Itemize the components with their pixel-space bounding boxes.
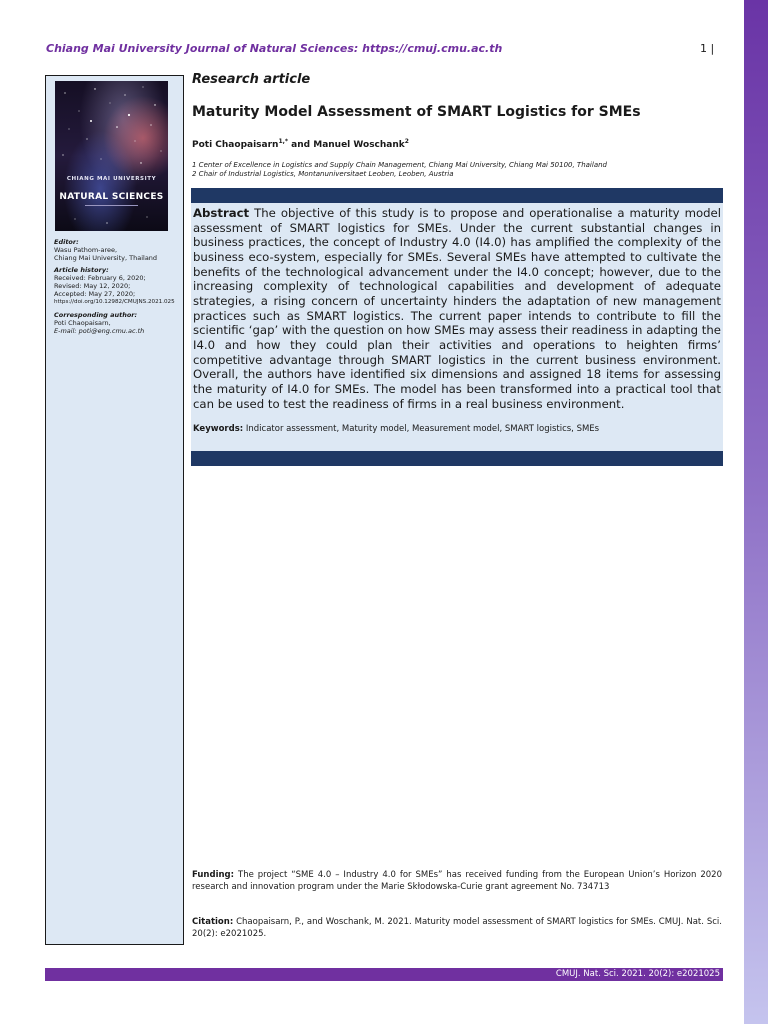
cover-university-name: CHIANG MAI UNIVERSITY [66,176,157,182]
article-history-block [54,266,182,306]
author-2-superscript: 2 [404,138,409,145]
page-number: 1 | [700,42,715,55]
abstract-paragraph [193,206,721,411]
citation-text: Chaopaisarn, P., and Woschank, M. 2021. Maturity model assessment of SMART logistics for SMEs. CMUJ. Nat. Sci. 20(2): e2021025. [192,917,722,940]
keywords-text: Indicator assessment, Maturity model, Measurement model, SMART logistics, SMEs [243,424,600,435]
keywords-line [193,424,721,435]
corresponding-author-label: Corresponding author: [54,311,138,319]
footer-bar [45,968,723,981]
cover-journal-name: NATURAL SCIENCES [59,192,164,202]
author-conjunction: and Manuel Woschank [288,140,405,150]
abstract-label: Abstract [193,206,250,220]
doi-link[interactable]: https://doi.org/10.12982/CMUJNS.2021.025 [54,299,175,305]
abstract-bottom-bar [191,451,723,466]
left-sidebar-panel [45,75,184,945]
abstract-body: The objective of this study is to propose and operationalise a maturity model assessment of SMART logistics for SMEs. Under the current substantial changes in business practices, the concept of Industry 4.0 (I4.0) has amplified the complexity of the business eco-system, especially for SMEs. Several SMEs have attempted to cultivate the benefits of the technological advancement under the I4.0 concept; however, due to the increasing complexity of technological capabilities and development of adequate strategies, a rising concern of uncertainty hinders the adaptation of new management practices such as SMART logistics. The current paper intends to contribute to fill the scientific ‘gap’ with the question on how SMEs may assess their readiness in adapting the I4.0 and how they could plan their activities and operations to heighten firms’ competitive advantage through SMART logistics in the current business environment. Overall, the authors have identified six dimensions and assigned 18 items for assessing the maturity of I4.0 for SMEs. The model has been transformed into a practical tool that can be used to test the readiness of firms in a real business environment. [193,206,721,411]
received-date: Received: February 6, 2020; [54,274,146,282]
citation-statement [192,916,722,941]
revised-date: Revised: May 12, 2020; [54,282,131,290]
citation-label: Citation: [192,917,234,927]
editor-name: Wasu Pathom-aree, [54,246,118,254]
editor-label: Editor: [54,238,79,246]
corresponding-author-name: Poti Chaopaisarn, [54,319,111,327]
abstract-top-bar [191,188,723,203]
keywords-label: Keywords: [193,424,244,435]
side-gradient-strip [744,0,768,1024]
author-1-name: Poti Chaopaisarn [192,140,279,150]
accepted-date: Accepted: May 27, 2020; [54,290,136,298]
author-1-superscript: 1,* [278,138,289,145]
corresponding-author-email[interactable]: E-mail: poti@eng.cmu.ac.th [54,327,145,335]
funding-label: Funding: [192,870,235,880]
affiliation-2: 2 Chair of Industrial Logistics, Montanuniversitaet Leoben, Leoben, Austria [192,170,454,178]
article-history-label: Article history: [54,266,109,274]
journal-cover-image [55,81,168,231]
journal-header[interactable]: Chiang Mai University Journal of Natural Sciences: https://cmuj.cmu.ac.th [46,42,503,55]
editor-block [54,238,182,262]
author-line [192,138,409,150]
footer-citation: CMUJ. Nat. Sci. 2021. 20(2): e2021025 [555,969,720,979]
abstract-box [191,203,723,451]
cover-divider [85,205,138,206]
cover-starfield [55,81,168,231]
article-type-label: Research article [192,72,311,87]
funding-text: The project “SME 4.0 – Industry 4.0 for SMEs” has received funding from the European Union’s Horizon 2020 research and innovation program under the Marie Skłodowska-Curie grant agreement No. 734713 [192,870,722,893]
corresponding-author-block [54,311,182,335]
editor-affiliation: Chiang Mai University, Thailand [54,254,158,262]
funding-statement [192,869,722,894]
affiliation-1: 1 Center of Excellence in Logistics and Supply Chain Management, Chiang Mai University, Chiang Mai 50100, Thailand [192,161,607,169]
article-title: Maturity Model Assessment of SMART Logistics for SMEs [192,104,641,120]
